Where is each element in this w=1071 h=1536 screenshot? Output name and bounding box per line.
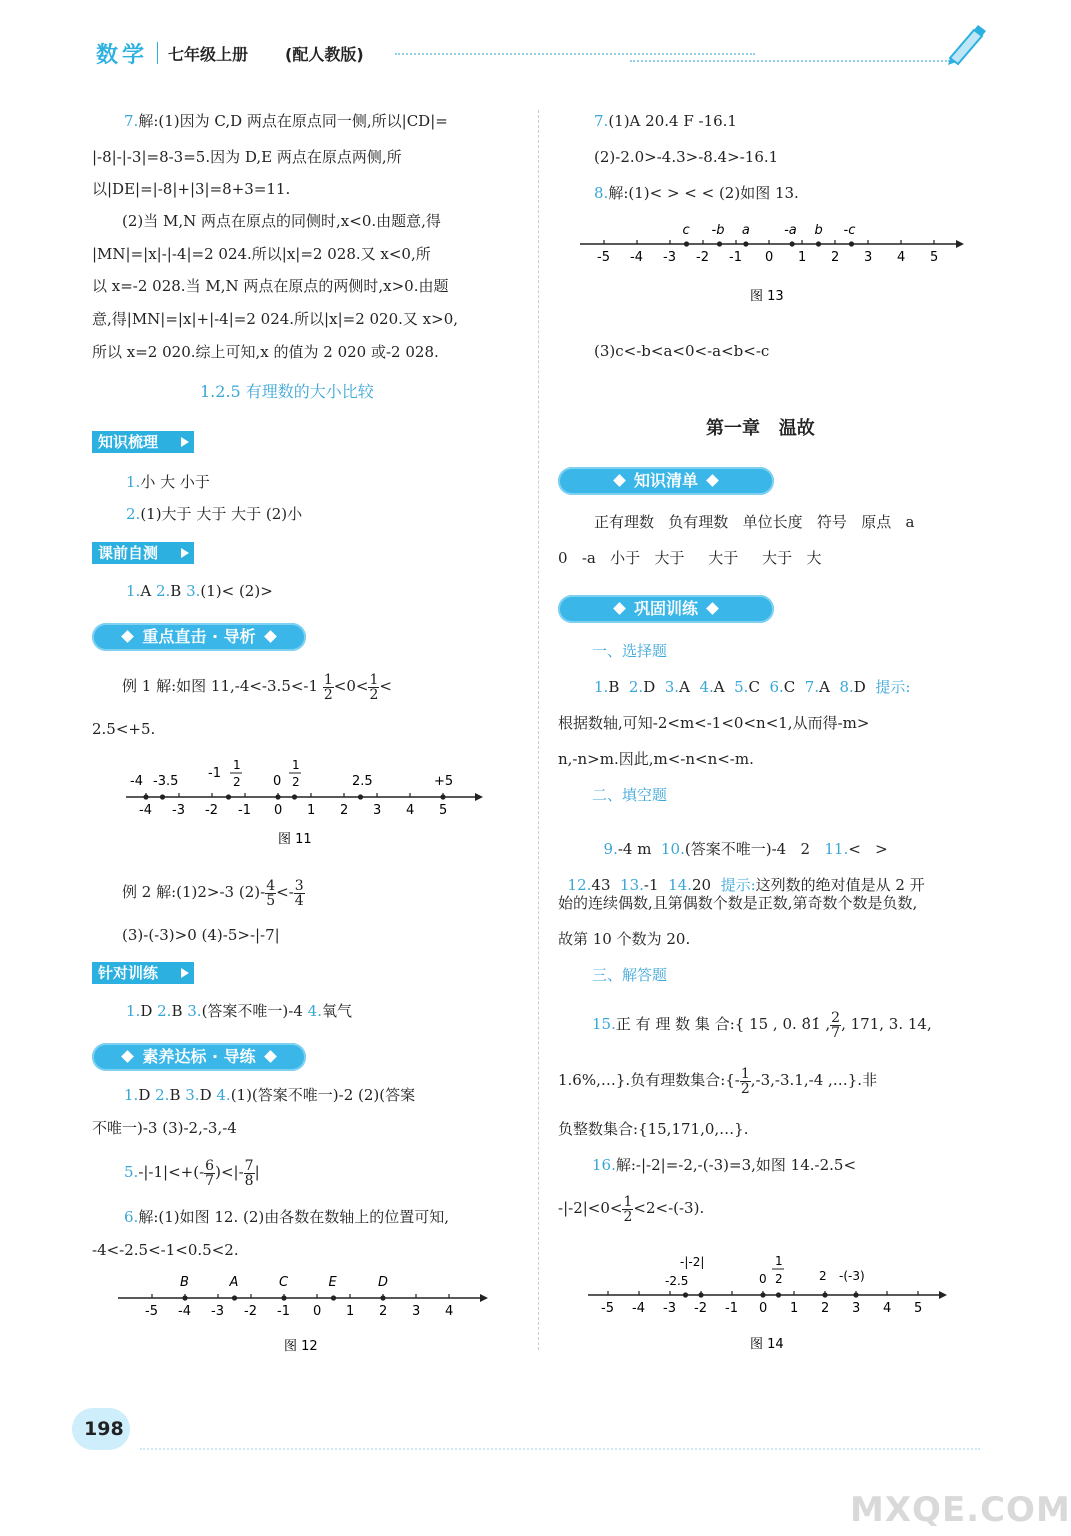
xz-line2: 根据数轴,可知-2<m<-1<0<n<1,从而得-m> [558, 714, 870, 732]
ex1-frac1: $\frac{1}{2}$ [323, 671, 333, 703]
point-label: B [180, 1275, 189, 1290]
fig11-frac1-den: 2 [233, 775, 241, 789]
tick-label: -1 [729, 250, 742, 265]
choice-number: 8. [839, 678, 854, 696]
ex1-text1: 例 1 解:如图 11,-4<-3.5<-1 [122, 677, 319, 695]
fig11-label-0: 0 [273, 774, 282, 789]
column-divider [538, 110, 539, 1350]
watermark: MXQE.COM [850, 1490, 1071, 1530]
number-line-point [292, 794, 297, 799]
ex1-line2: 2.5<+5. [92, 720, 156, 738]
fig14-frac-num: 1 [775, 1254, 783, 1268]
jd-16-line2: -|-2|<0< $\frac{1}{2}$ <2<-(-3). [558, 1193, 705, 1225]
choice-answer: D [643, 678, 665, 696]
fig14-label-0: 0 [759, 1272, 767, 1286]
fig14-caption: 图 14 [750, 1337, 784, 1352]
tick-label: 2 [379, 1304, 388, 1319]
number-line-point [853, 1292, 858, 1297]
choice-answer: A [679, 678, 700, 696]
number-line-point [760, 1292, 765, 1297]
point-label: b [814, 223, 823, 238]
kq-ans3: (1)< (2)> [200, 582, 273, 600]
r-q8-line1: 8.解:(1)< > < < (2)如图 13. [594, 184, 799, 202]
header-dotted-line-2 [630, 60, 950, 62]
tick-label: 2 [831, 250, 840, 265]
tick-label: -4 [139, 803, 152, 818]
number-line-point [226, 794, 231, 799]
fig11-frac2-num: 1 [292, 758, 300, 772]
qd-line2: 0 -a 小于 大于 大于 大于 大 [558, 549, 822, 567]
chapter-title: 第一章 温故 [706, 418, 815, 439]
fig13-caption: 图 13 [750, 289, 784, 304]
tick-label: 0 [765, 250, 774, 265]
point-label: -b [711, 223, 725, 238]
number-line-point [358, 794, 363, 799]
pen-icon [940, 22, 988, 66]
number-line-point [698, 1292, 703, 1297]
q7-text: 解:(1)因为 C,D 两点在原点同一侧,所以|CD|= [138, 112, 448, 130]
pill-knowledge-list-label: 知识清单 [633, 471, 698, 490]
kq-num2: 2. [155, 582, 171, 600]
point-label: E [328, 1275, 337, 1290]
tick-label: 5 [439, 803, 448, 818]
s2-heading: 二、填空题 [592, 786, 668, 804]
s3-heading: 三、解答题 [592, 966, 668, 984]
ex1-text3: < [379, 677, 392, 695]
choice-answer: A [819, 678, 840, 696]
tick-label: -5 [597, 250, 610, 265]
tick-label: -1 [725, 1301, 738, 1316]
zd-ans2: B [171, 1002, 183, 1020]
tick-label: 3 [412, 1304, 421, 1319]
left-q7-line8: 所以 x=2 020.综上可知,x 的值为 2 020 或-2 028. [92, 343, 439, 361]
ex2-text1: 例 2 解:(1)2>-3 (2)- [122, 883, 266, 901]
fig11-label-plus5: +5 [434, 774, 454, 789]
kq-num1: 1. [126, 582, 141, 600]
ex1-frac2: $\frac{1}{2}$ [369, 671, 379, 703]
header-dotted-line [395, 53, 755, 55]
tick-label: 4 [445, 1304, 454, 1319]
zs-num1: 1. [126, 473, 141, 491]
fig11-label-2.5: 2.5 [352, 774, 373, 789]
left-q7-line1 [124, 112, 448, 130]
kq-ans1: A [140, 582, 152, 600]
fig14-label-neg-abs-neg2: -|-2| [680, 1255, 705, 1269]
fig14-label-neg2.5: -2.5 [665, 1274, 689, 1288]
header-grade: 七年级上册 [168, 45, 249, 64]
tick-label: 1 [790, 1301, 799, 1316]
number-line-point [816, 241, 821, 246]
hint-label: 提示: [875, 678, 911, 696]
tick-label: 5 [930, 250, 939, 265]
left-q7-line2: |-8|-|-3|=8-3=5.因为 D,E 两点在原点两侧,所 [92, 148, 402, 166]
fig11-label-neg4: -4 [130, 774, 143, 789]
figure-14 [582, 1250, 962, 1360]
choice-number: 2. [628, 678, 644, 696]
page-number: 198 [84, 1418, 124, 1440]
choice-number: 5. [734, 678, 749, 696]
zs-ans1: 小 大 小于 [140, 473, 210, 491]
kq-line [126, 582, 273, 600]
figure-12 [112, 1268, 492, 1358]
tick-label: 4 [406, 803, 415, 818]
tick-label: -3 [663, 250, 676, 265]
fig11-label-neg1: -1 [208, 766, 221, 781]
tk-line3: 始的连续偶数,且第偶数个数是正数,第奇数个数是负数, [558, 894, 918, 912]
tk-line1: 9.-4 m 10.(答案不唯一)-4 2 11.< > [603, 840, 888, 858]
tick-label: -1 [277, 1304, 290, 1319]
tick-label: -3 [211, 1304, 224, 1319]
tick-label: -4 [632, 1301, 645, 1316]
tag-pretest: 课前自测 [92, 542, 194, 564]
q7-number: 7. [124, 112, 139, 130]
tick-label: 3 [864, 250, 873, 265]
r-q7-line2: (2)-2.0>-4.3>-8.4>-16.1 [594, 148, 779, 166]
point-label: D [378, 1275, 389, 1290]
sy-line1: 1.D 2.B 3.D 4.(1)(答案不唯一)-2 (2)(答案 [124, 1086, 416, 1104]
number-line-point [684, 241, 689, 246]
tick-label: -2 [244, 1304, 257, 1319]
sy-line6b: -4<-2.5<-1<0.5<2. [92, 1241, 239, 1259]
number-line-point [143, 794, 148, 799]
number-line-point [160, 794, 165, 799]
tick-label: -2 [694, 1301, 707, 1316]
number-line-point [849, 241, 854, 246]
header-subject: 数学 [96, 43, 149, 68]
zs-num2: 2. [126, 505, 141, 523]
fig11-frac2-den: 2 [292, 775, 300, 789]
zd-ans1: D [140, 1002, 153, 1020]
choice-answer: A [713, 678, 735, 696]
point-label: c [682, 223, 690, 238]
choice-number: 6. [769, 678, 784, 696]
fig11-frac1-num: 1 [233, 758, 241, 772]
number-line-point [776, 1292, 781, 1297]
choice-number: 7. [804, 678, 820, 696]
tag-targeted-training: 针对训练 [92, 962, 194, 984]
ex2-frac1: $\frac{4}{5}$ [266, 877, 276, 909]
ex1-line1 [122, 670, 392, 702]
tick-label: 4 [897, 250, 906, 265]
r-q7-line1: 7.(1)A 20.4 F -16.1 [594, 112, 737, 130]
pill-consolidation [558, 595, 774, 623]
zd-num3: 3. [187, 1002, 202, 1020]
choice-number: 1. [594, 678, 609, 696]
xz-line1 [594, 678, 910, 696]
zs-ans2: (1)大于 大于 大于 (2)小 [140, 505, 303, 523]
tk-line4: 故第 10 个数为 20. [558, 930, 691, 948]
ex2-line2: (3)-(-3)>0 (4)-5>-|-7| [122, 926, 280, 944]
number-line-point [790, 241, 795, 246]
fig14-frac-den: 2 [775, 1272, 783, 1286]
point-label: a [741, 223, 750, 238]
fig14-label-2: 2 [819, 1269, 827, 1283]
number-line-point [683, 1292, 688, 1297]
tick-label: -1 [238, 803, 251, 818]
tick-label: -5 [145, 1304, 158, 1319]
jd-15-line2: 1.6%,…}.负有理数集合:{- $\frac{1}{2}$ ,-3,-3.1,-4 ,…}.非 [558, 1065, 878, 1097]
figure-13 [574, 216, 974, 308]
zs-line2 [126, 505, 302, 523]
number-line-point [717, 241, 722, 246]
number-line-point [281, 1295, 286, 1300]
tick-label: -5 [601, 1301, 614, 1316]
tick-label: 1 [798, 250, 807, 265]
jd-15-line3: 负整数集合:{15,171,0,…}. [558, 1120, 749, 1138]
left-q7-line4: (2)当 M,N 两点在原点的同侧时,x<0.由题意,得 [122, 212, 441, 230]
pill-consolidation-label: 巩固训练 [633, 599, 698, 618]
kq-num3: 3. [186, 582, 201, 600]
tick-label: 2 [340, 803, 349, 818]
sy-line6: 6.解:(1)如图 12. (2)由各数在数轴上的位置可知, [124, 1208, 450, 1226]
number-line-point [743, 241, 748, 246]
number-line-point [822, 1292, 827, 1297]
tick-label: 4 [883, 1301, 892, 1316]
qd-line1: 正有理数 负有理数 单位长度 符号 原点 a [594, 513, 915, 531]
pill-knowledge-list [558, 467, 774, 495]
sy-line5: 5.-|-1|<+(- $\frac{6}{7}$ )<|- $\frac{7}{8}$ | [124, 1157, 260, 1189]
fig11-label-neg3.5: -3.5 [153, 774, 179, 789]
tick-label: 3 [373, 803, 382, 818]
xz-line3: n,-n>m.因此,m<-n<n<-m. [558, 750, 754, 768]
tag-knowledge-review: 知识梳理 [92, 431, 194, 453]
point-label: -a [784, 223, 797, 238]
choice-number: 3. [664, 678, 680, 696]
number-line-point [331, 1295, 336, 1300]
tick-label: -4 [178, 1304, 191, 1319]
number-line-point [232, 1295, 237, 1300]
tick-label: -3 [663, 1301, 676, 1316]
number-line-point [380, 1295, 385, 1300]
point-label: A [229, 1275, 239, 1290]
r-q8c: (3)c<-b<a<0<-a<b<-c [594, 342, 770, 360]
tick-label: 0 [274, 803, 283, 818]
zd-line [126, 1002, 352, 1020]
fig12-caption: 图 12 [284, 1339, 318, 1354]
ex1-text2: <0< [333, 677, 369, 695]
point-label: -c [843, 223, 856, 238]
zd-ans3: (答案不唯一)-4 [201, 1002, 303, 1020]
figure-11 [120, 755, 490, 855]
left-q7-line7: 意,得|MN|=|x|+|-4|=2 024.所以|x|=2 020.又 x>0, [92, 310, 459, 328]
tick-label: -2 [696, 250, 709, 265]
pill-literacy-label: 素养达标 · 导练 [142, 1047, 256, 1066]
zd-num4: 4. [307, 1002, 322, 1020]
fig14-label-neg-neg3: -(-3) [839, 1269, 865, 1283]
tick-label: -2 [205, 803, 218, 818]
ex2-text2: <- [276, 883, 294, 901]
pill-focus [92, 623, 306, 651]
number-line-point [275, 794, 280, 799]
tick-label: 2 [821, 1301, 830, 1316]
fig11-caption: 图 11 [278, 832, 312, 847]
zd-num2: 2. [157, 1002, 172, 1020]
pill-literacy [92, 1043, 306, 1071]
pill-focus-label: 重点直击 · 导析 [142, 627, 256, 646]
section-title: 1.2.5 有理数的大小比较 [200, 382, 374, 401]
sy-line2: 不唯一)-3 (3)-2,-3,-4 [92, 1119, 237, 1137]
choice-answer: C [748, 678, 770, 696]
tick-label: 0 [313, 1304, 322, 1319]
ex2-frac2: $\frac{3}{4}$ [294, 877, 304, 909]
left-q7-line3: 以|DE|=|-8|+|3|=8+3=11. [92, 180, 291, 198]
tick-label: -3 [172, 803, 185, 818]
number-line-point [182, 1295, 187, 1300]
s1-heading: 一、选择题 [592, 642, 668, 660]
tick-label: 5 [914, 1301, 923, 1316]
tk-line2: 12.43 13.-1 14.20 提示:这列数的绝对值是从 2 开 [567, 876, 925, 894]
tick-label: 3 [852, 1301, 861, 1316]
left-q7-line6: 以 x=-2 028.当 M,N 两点在原点的两侧时,x>0.由题 [92, 277, 449, 295]
tick-label: 1 [307, 803, 316, 818]
zs-line1 [126, 473, 210, 491]
tick-label: 0 [759, 1301, 768, 1316]
number-line-point [440, 794, 445, 799]
jd-16-line1: 16.解:-|-2|=-2,-(-3)=3,如图 14.-2.5< [592, 1156, 857, 1174]
zd-ans4: 氧气 [321, 1002, 352, 1020]
tick-label: 1 [346, 1304, 355, 1319]
zd-num1: 1. [126, 1002, 141, 1020]
point-label: C [279, 1275, 289, 1290]
jd-15-line1: 15.正 有 理 数 集 合:{ 15 , 0. 8̇1̇ , $\frac{2}{7}$ , 171, 3. 14, [592, 1009, 932, 1041]
header-divider [157, 42, 158, 64]
choice-answer: C [783, 678, 805, 696]
header-edition: (配人教版) [285, 45, 364, 64]
tick-label: -4 [630, 250, 643, 265]
footer-dotted-line [140, 1448, 980, 1450]
choice-answer: B [608, 678, 629, 696]
choice-answer: D [853, 678, 876, 696]
kq-ans2: B [170, 582, 182, 600]
ex2-line1 [122, 874, 305, 910]
left-q7-line5: |MN|=|x|-|-4|=2 024.所以|x|=2 028.又 x<0,所 [92, 245, 431, 263]
choice-number: 4. [699, 678, 714, 696]
header [0, 0, 1023, 80]
